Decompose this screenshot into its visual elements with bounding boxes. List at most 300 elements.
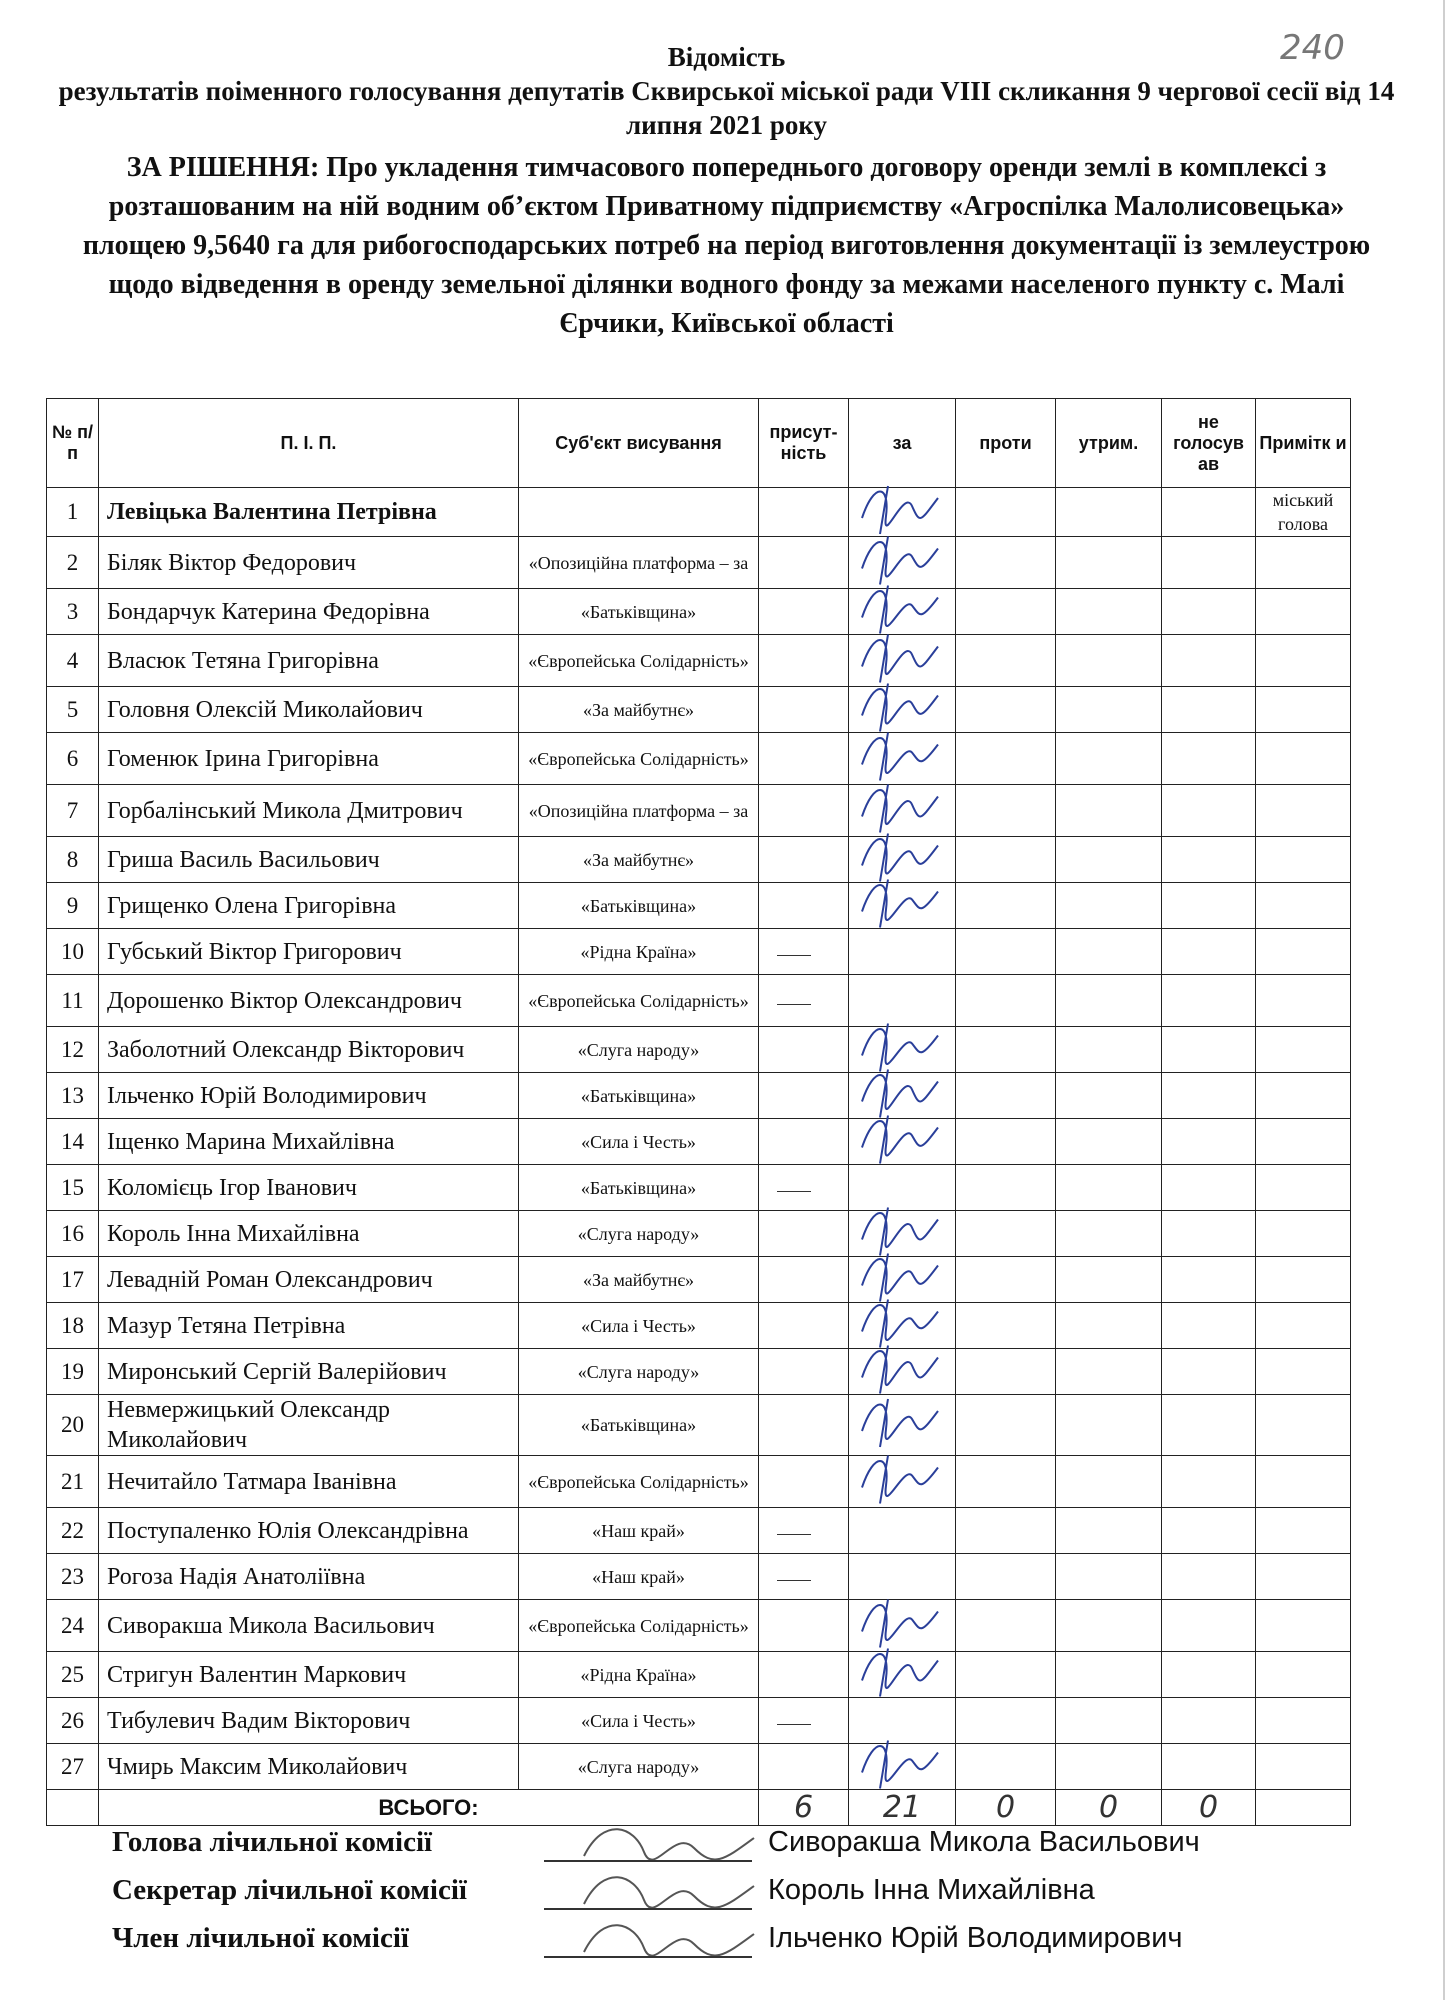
commission-role: Член лічильної комісії [112,1922,409,1954]
vote-abstain-cell [1056,1698,1162,1744]
note-cell [1256,1073,1351,1119]
vote-abstain-cell [1056,687,1162,733]
presence-cell [759,1508,849,1554]
vote-against-cell [956,1349,1056,1395]
presence-cell [759,589,849,635]
vote-against-cell [956,1554,1056,1600]
vote-for-cell [849,537,956,589]
party-name: «За майбутнє» [519,687,759,733]
deputy-name: Заболотний Олександр Вікторович [99,1027,519,1073]
table-row [47,589,1351,635]
party-name: «Європейська Солідарність» [519,733,759,785]
note-cell [1256,1600,1351,1652]
vote-abstain-cell [1056,733,1162,785]
deputy-name: Мазур Тетяна Петрівна [99,1303,519,1349]
presence-cell [759,635,849,687]
table-row [47,1600,1351,1652]
note-cell [1256,883,1351,929]
table-row [47,733,1351,785]
vote-abstain-cell [1056,589,1162,635]
vote-for-cell [849,1698,956,1744]
party-name: «Сила і Честь» [519,1698,759,1744]
not-voted-cell [1162,1652,1256,1698]
vote-against-cell [956,733,1056,785]
table-row [47,785,1351,837]
vote-against-cell [956,1165,1056,1211]
party-name: «Опозиційна платформа – за [519,537,759,589]
vote-against-cell [956,635,1056,687]
vote-for-cell [849,1073,956,1119]
row-number: 12 [47,1027,99,1073]
deputy-name: Дорошенко Віктор Олександрович [99,975,519,1027]
party-name [519,488,759,537]
not-voted-cell [1162,1165,1256,1211]
table-row [47,537,1351,589]
deputy-name: Власюк Тетяна Григорівна [99,635,519,687]
deputy-name: Губський Віктор Григорович [99,929,519,975]
absent-dash-mark [777,1534,811,1535]
table-row [47,1554,1351,1600]
vote-against-cell [956,1303,1056,1349]
party-name: «Рідна Країна» [519,1652,759,1698]
vote-against-cell [956,1744,1056,1790]
table-row [47,1303,1351,1349]
note-cell [1256,733,1351,785]
table-row [47,1456,1351,1508]
presence-cell [759,733,849,785]
deputy-name: Миронський Сергій Валерійович [99,1349,519,1395]
presence-cell [759,1698,849,1744]
table-row [47,1744,1351,1790]
vote-for-cell [849,1211,956,1257]
vote-abstain-cell [1056,1554,1162,1600]
party-name: «Батьківщина» [519,883,759,929]
table-row [47,1119,1351,1165]
not-voted-cell [1162,1600,1256,1652]
vote-against-cell [956,1073,1056,1119]
vote-for-cell [849,1119,956,1165]
note-cell [1256,1303,1351,1349]
not-voted-cell [1162,687,1256,733]
absent-dash-mark [777,1724,811,1725]
vote-for-cell [849,1508,956,1554]
vote-against-cell [956,589,1056,635]
not-voted-cell [1162,1456,1256,1508]
table-row [47,488,1351,537]
deputy-name: Гоменюк Ірина Григорівна [99,733,519,785]
table-row [47,1652,1351,1698]
commission-role: Секретар лічильної комісії [112,1874,467,1906]
vote-for-cell [849,1303,956,1349]
row-number: 6 [47,733,99,785]
vote-abstain-cell [1056,975,1162,1027]
vote-abstain-cell [1056,1349,1162,1395]
vote-for-cell [849,837,956,883]
note-cell [1256,785,1351,837]
deputy-name: Біляк Віктор Федорович [99,537,519,589]
not-voted-cell [1162,1119,1256,1165]
not-voted-cell [1162,785,1256,837]
vote-against-cell [956,488,1056,537]
absent-dash-mark [777,955,811,956]
deputy-name: Сиворакша Микола Васильович [99,1600,519,1652]
party-name: «Наш край» [519,1554,759,1600]
table-row [47,1698,1351,1744]
header-name: П. І. П. [99,399,519,488]
deputy-name: Невмержицький Олександр Миколайович [99,1395,519,1456]
party-name: «Батьківщина» [519,1395,759,1456]
vote-abstain-cell [1056,1165,1162,1211]
row-number: 3 [47,589,99,635]
deputy-name: Чмирь Максим Миколайович [99,1744,519,1790]
vote-abstain-cell [1056,785,1162,837]
presence-cell [759,1349,849,1395]
absent-dash-mark [777,1191,811,1192]
vote-against-cell [956,687,1056,733]
not-voted-cell [1162,1698,1256,1744]
vote-against-cell [956,837,1056,883]
vote-for-cell [849,1165,956,1211]
vote-against-cell [956,1211,1056,1257]
table-row [47,1073,1351,1119]
vote-against-cell [956,1698,1056,1744]
presence-cell [759,1600,849,1652]
vote-against-cell [956,1456,1056,1508]
row-number: 7 [47,785,99,837]
vote-for-cell [849,687,956,733]
header-note: Примітк и [1256,399,1351,488]
not-voted-cell [1162,733,1256,785]
deputy-name: Бондарчук Катерина Федорівна [99,589,519,635]
vote-for-cell [849,1257,956,1303]
vote-for-cell [849,488,956,537]
not-voted-cell [1162,1554,1256,1600]
vote-against-cell [956,883,1056,929]
table-row [47,929,1351,975]
vote-against-cell [956,537,1056,589]
note-cell [1256,1698,1351,1744]
vote-against-cell [956,1257,1056,1303]
vote-abstain-cell [1056,537,1162,589]
party-name: «Слуга народу» [519,1027,759,1073]
table-row [47,1027,1351,1073]
totals-note-cell [1256,1790,1351,1826]
presence-cell [759,1456,849,1508]
note-cell [1256,1554,1351,1600]
note-cell [1256,1165,1351,1211]
presence-cell [759,1554,849,1600]
presence-cell [759,1744,849,1790]
party-name: «Батьківщина» [519,589,759,635]
vote-abstain-cell [1056,1027,1162,1073]
total-against: 0 [956,1790,1056,1826]
note-cell [1256,929,1351,975]
total-abstain: 0 [1056,1790,1162,1826]
header-for: за [849,399,956,488]
not-voted-cell [1162,635,1256,687]
party-name: «Наш край» [519,1508,759,1554]
vote-for-cell [849,785,956,837]
row-number: 5 [47,687,99,733]
party-name: «Батьківщина» [519,1165,759,1211]
deputy-name: Нечитайло Татмара Іванівна [99,1456,519,1508]
party-name: «За майбутнє» [519,1257,759,1303]
not-voted-cell [1162,1211,1256,1257]
vote-against-cell [956,1508,1056,1554]
header-num: № п/п [47,399,99,488]
vote-abstain-cell [1056,1744,1162,1790]
header-present: присут-ність [759,399,849,488]
vote-abstain-cell [1056,1456,1162,1508]
presence-cell [759,837,849,883]
signature-line [544,1956,752,1958]
commission-role: Голова лічильної комісії [112,1826,433,1858]
vote-against-cell [956,785,1056,837]
presence-cell [759,1303,849,1349]
row-number: 1 [47,488,99,537]
row-number: 25 [47,1652,99,1698]
presence-cell [759,1652,849,1698]
header-not-voted: не голосув ав [1162,399,1256,488]
not-voted-cell [1162,837,1256,883]
vote-for-cell [849,1349,956,1395]
signature-line [544,1860,752,1862]
not-voted-cell [1162,537,1256,589]
note-cell [1256,1652,1351,1698]
note-cell [1256,1744,1351,1790]
row-number: 10 [47,929,99,975]
party-name: «Європейська Солідарність» [519,635,759,687]
not-voted-cell [1162,1744,1256,1790]
table-row [47,837,1351,883]
deputy-name: Іщенко Марина Михайлівна [99,1119,519,1165]
deputy-name: Левадній Роман Олександрович [99,1257,519,1303]
note-cell [1256,837,1351,883]
table-row [47,975,1351,1027]
totals-label: ВСЬОГО: [99,1790,759,1826]
vote-for-cell [849,589,956,635]
deputy-name: Ільченко Юрій Володимирович [99,1073,519,1119]
table-header-row [47,399,1351,488]
vote-against-cell [956,975,1056,1027]
vote-for-cell [849,975,956,1027]
not-voted-cell [1162,1395,1256,1456]
note-cell [1256,975,1351,1027]
vote-for-cell [849,1027,956,1073]
row-number: 18 [47,1303,99,1349]
vote-against-cell [956,1027,1056,1073]
note-cell [1256,635,1351,687]
document-subtitle: результатів поіменного голосування депутатів Сквирської міської ради VIII скликання 9 чергової сесії від 14 липня 2021 року [58,76,1395,140]
commission-row [112,1874,1412,1922]
vote-for-cell [849,1652,956,1698]
total-present: 6 [759,1790,849,1826]
vote-abstain-cell [1056,929,1162,975]
vote-table [46,398,1351,1826]
signature-line [544,1908,752,1910]
row-number: 19 [47,1349,99,1395]
row-number: 24 [47,1600,99,1652]
vote-against-cell [956,1395,1056,1456]
note-cell [1256,1456,1351,1508]
vote-abstain-cell [1056,488,1162,537]
vote-table-body [47,488,1351,1790]
party-name: «Слуга народу» [519,1349,759,1395]
presence-cell [759,1257,849,1303]
presence-cell [759,687,849,733]
table-row [47,1508,1351,1554]
deputy-name: Рогоза Надія Анатоліївна [99,1554,519,1600]
row-number: 2 [47,537,99,589]
document-title: Відомість [667,42,786,72]
presence-cell [759,785,849,837]
total-for: 21 [849,1790,956,1826]
party-name: «Опозиційна платформа – за [519,785,759,837]
presence-cell [759,1395,849,1456]
vote-for-cell [849,1600,956,1652]
commission-member-name: Король Інна Михайлівна [768,1874,1095,1906]
vote-abstain-cell [1056,1119,1162,1165]
presence-cell [759,1073,849,1119]
total-not-voted: 0 [1162,1790,1256,1826]
vote-abstain-cell [1056,1073,1162,1119]
note-cell [1256,1027,1351,1073]
row-number: 23 [47,1554,99,1600]
header-against: проти [956,399,1056,488]
presence-cell [759,1165,849,1211]
commission-member-name: Сиворакша Микола Васильович [768,1826,1200,1858]
deputy-name: Король Інна Михайлівна [99,1211,519,1257]
deputy-name: Тибулевич Вадим Вікторович [99,1698,519,1744]
vote-against-cell [956,1600,1056,1652]
presence-cell [759,1027,849,1073]
vote-against-cell [956,1119,1056,1165]
vote-abstain-cell [1056,1652,1162,1698]
party-name: «За майбутнє» [519,837,759,883]
not-voted-cell [1162,1073,1256,1119]
presence-cell [759,975,849,1027]
row-number: 16 [47,1211,99,1257]
not-voted-cell [1162,1508,1256,1554]
not-voted-cell [1162,975,1256,1027]
vote-for-cell [849,1744,956,1790]
row-number: 15 [47,1165,99,1211]
presence-cell [759,1211,849,1257]
vote-against-cell [956,929,1056,975]
vote-abstain-cell [1056,1257,1162,1303]
deputy-name: Головня Олексій Миколайович [99,687,519,733]
not-voted-cell [1162,1027,1256,1073]
row-number: 17 [47,1257,99,1303]
not-voted-cell [1162,1257,1256,1303]
not-voted-cell [1162,589,1256,635]
vote-for-cell [849,929,956,975]
table-row [47,883,1351,929]
deputy-name: Грищенко Олена Григорівна [99,883,519,929]
vote-abstain-cell [1056,1211,1162,1257]
page-number: 240 [1280,28,1345,68]
note-cell: міський голова [1256,488,1351,537]
party-name: «Європейська Солідарність» [519,975,759,1027]
absent-dash-mark [777,1004,811,1005]
vote-against-cell [956,1652,1056,1698]
party-name: «Слуга народу» [519,1744,759,1790]
table-row [47,1349,1351,1395]
note-cell [1256,1211,1351,1257]
party-name: «Батьківщина» [519,1073,759,1119]
note-cell [1256,687,1351,733]
commission-member-name: Ільченко Юрій Володимирович [768,1922,1183,1954]
table-row [47,1395,1351,1456]
vote-for-cell [849,883,956,929]
vote-for-cell [849,733,956,785]
row-number: 14 [47,1119,99,1165]
not-voted-cell [1162,929,1256,975]
deputy-name: Стригун Валентин Маркович [99,1652,519,1698]
presence-cell [759,929,849,975]
note-cell [1256,537,1351,589]
header-party: Суб'єкт висування [519,399,759,488]
party-name: «Слуга народу» [519,1211,759,1257]
presence-cell [759,883,849,929]
not-voted-cell [1162,488,1256,537]
party-name: «Сила і Честь» [519,1303,759,1349]
deputy-name: Коломієць Ігор Іванович [99,1165,519,1211]
presence-cell [759,537,849,589]
table-row [47,687,1351,733]
row-number: 4 [47,635,99,687]
party-name: «Рідна Країна» [519,929,759,975]
totals-empty-cell [47,1790,99,1826]
note-cell [1256,1508,1351,1554]
counting-commission [112,1826,1412,1970]
row-number: 22 [47,1508,99,1554]
deputy-name: Гриша Василь Васильович [99,837,519,883]
vote-abstain-cell [1056,635,1162,687]
note-cell [1256,1119,1351,1165]
row-number: 13 [47,1073,99,1119]
document-header [0,40,1453,343]
totals-row [47,1790,1351,1826]
vote-for-cell [849,1456,956,1508]
deputy-name: Горбалінський Микола Дмитрович [99,785,519,837]
party-name: «Європейська Солідарність» [519,1456,759,1508]
vote-abstain-cell [1056,1508,1162,1554]
row-number: 26 [47,1698,99,1744]
commission-row [112,1826,1412,1874]
party-name: «Сила і Честь» [519,1119,759,1165]
table-row [47,1165,1351,1211]
presence-cell [759,488,849,537]
vote-abstain-cell [1056,1600,1162,1652]
vote-abstain-cell [1056,837,1162,883]
party-name: «Європейська Солідарність» [519,1600,759,1652]
vote-abstain-cell [1056,883,1162,929]
not-voted-cell [1162,1303,1256,1349]
row-number: 8 [47,837,99,883]
not-voted-cell [1162,1349,1256,1395]
table-row [47,1257,1351,1303]
note-cell [1256,589,1351,635]
note-cell [1256,1257,1351,1303]
header-abstain: утрим. [1056,399,1162,488]
not-voted-cell [1162,883,1256,929]
row-number: 21 [47,1456,99,1508]
vote-abstain-cell [1056,1395,1162,1456]
row-number: 27 [47,1744,99,1790]
absent-dash-mark [777,1580,811,1581]
row-number: 20 [47,1395,99,1456]
